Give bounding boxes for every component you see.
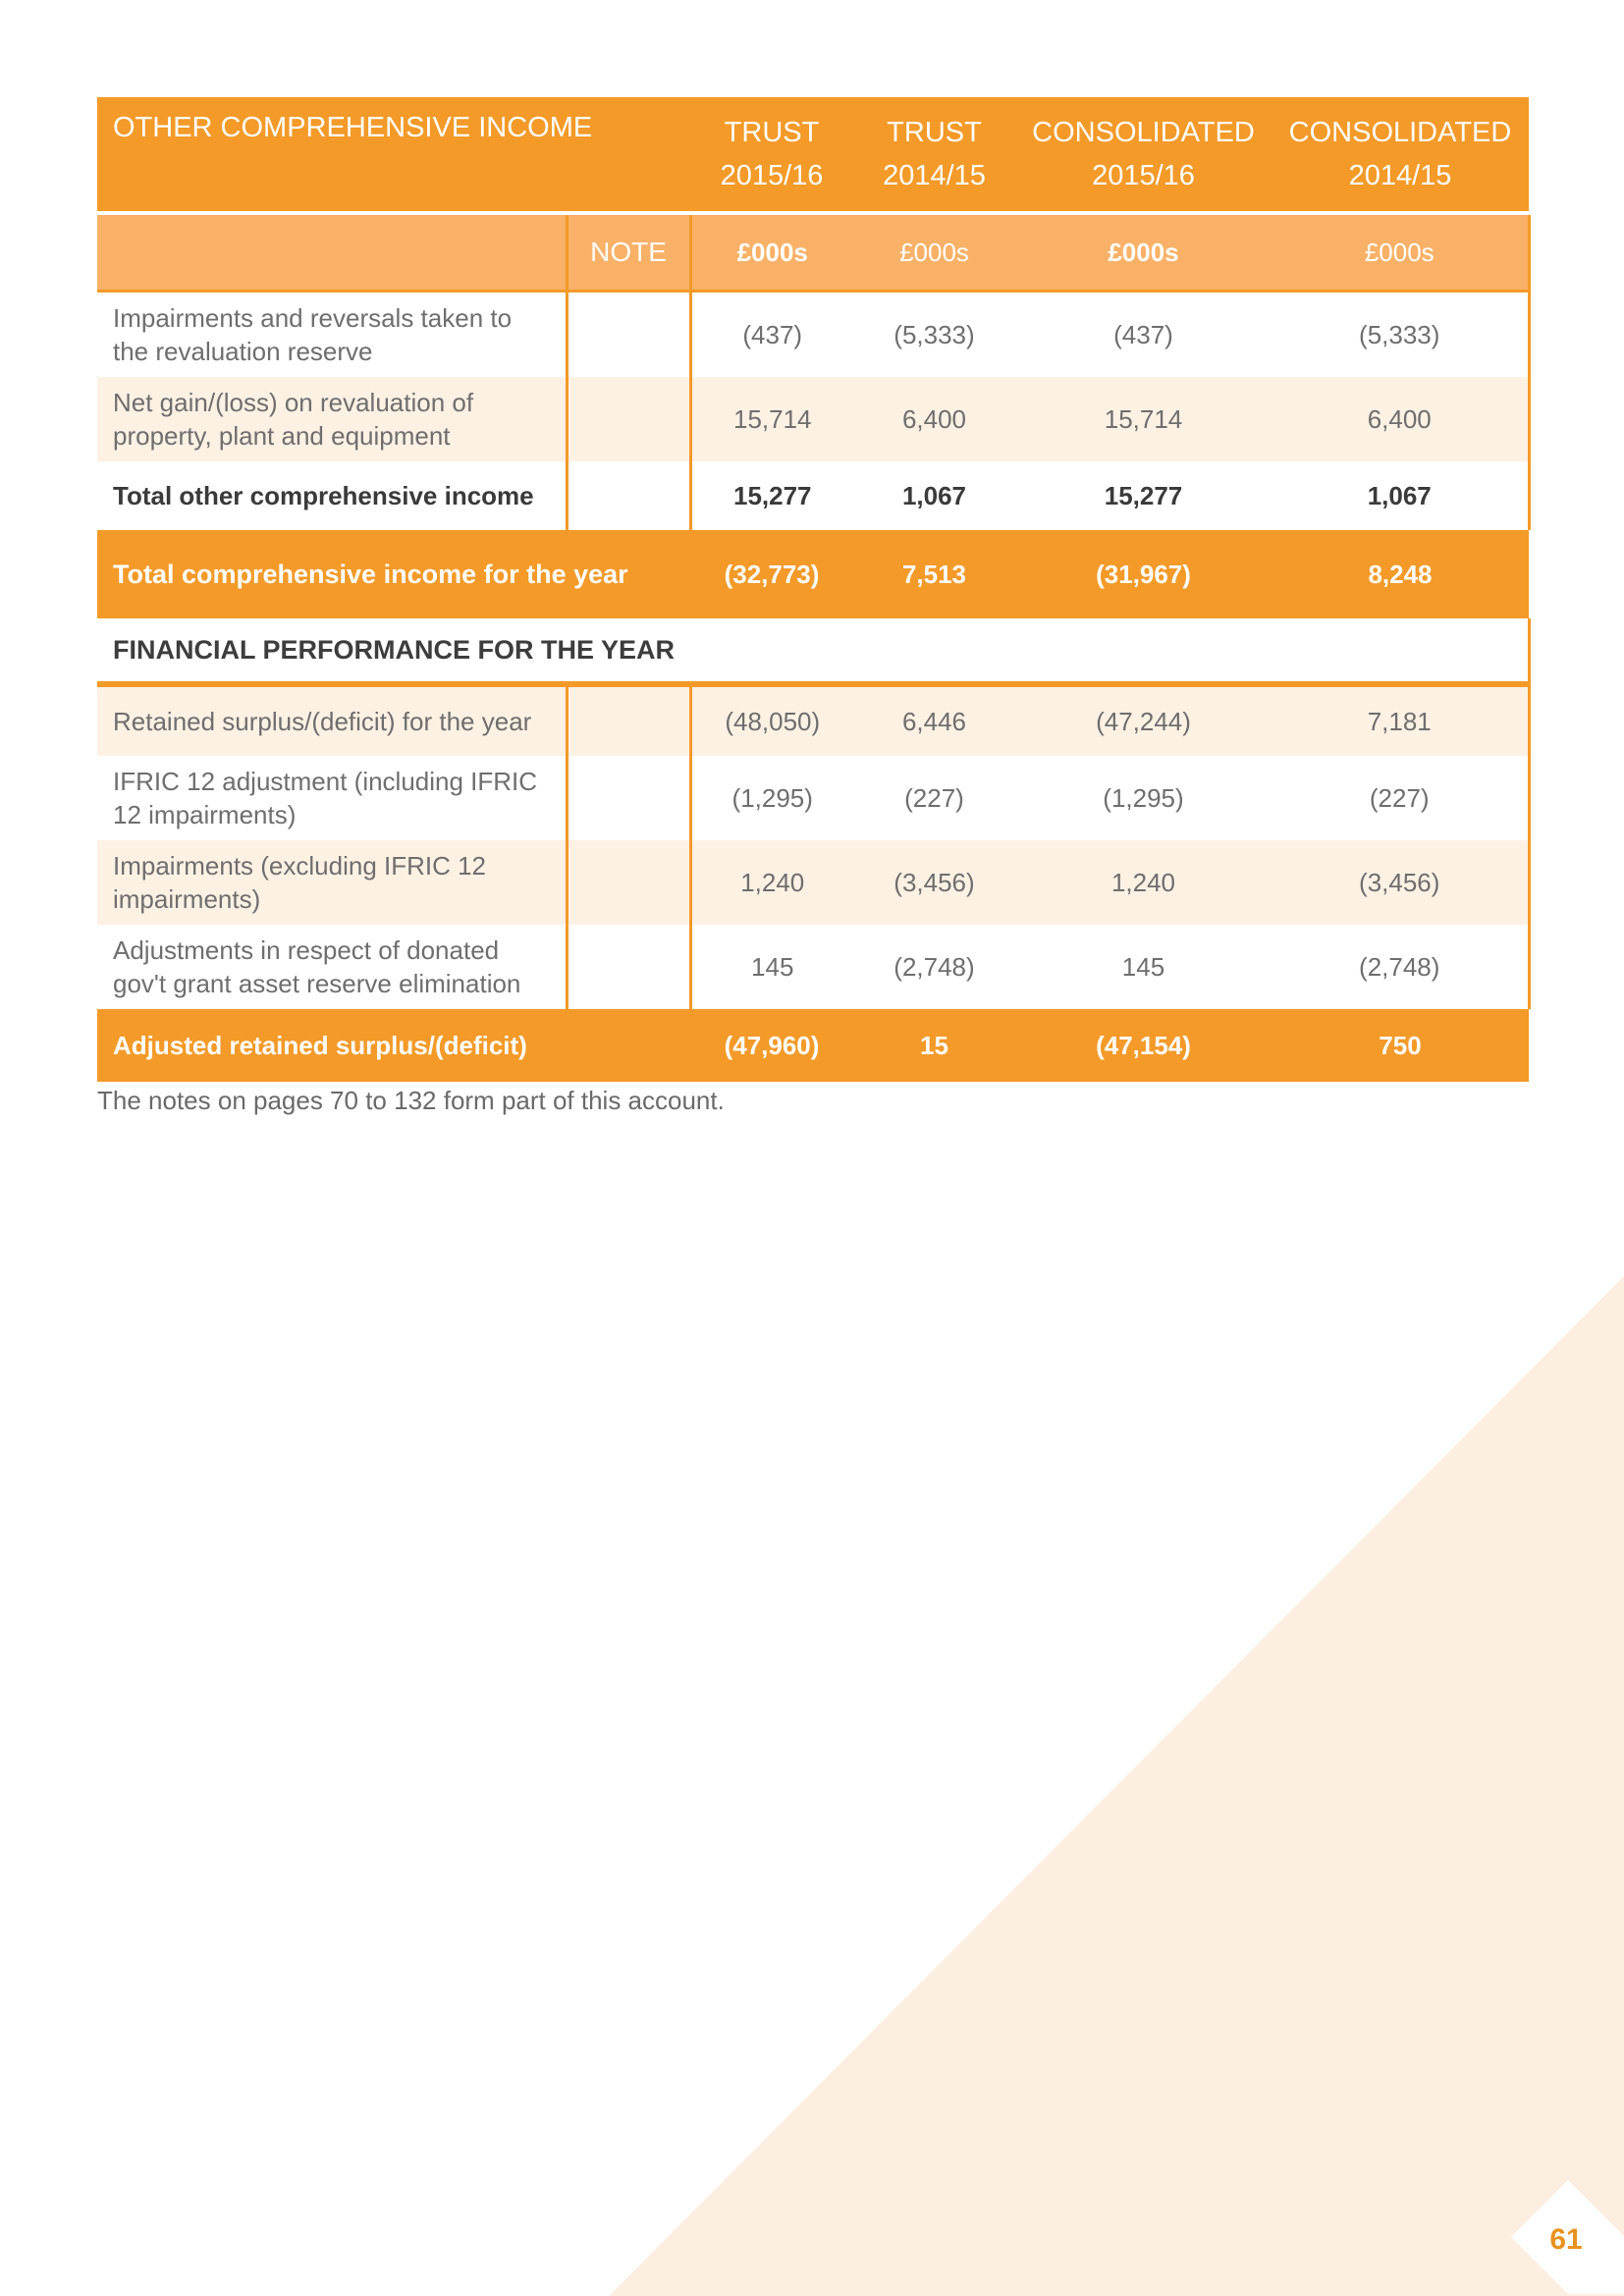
cell-value: 15,277: [690, 461, 853, 530]
note-cell: [567, 461, 690, 530]
financial-table: [97, 97, 1531, 1082]
col-header-consolidated-2014: CONSOLIDATED 2014/15: [1272, 97, 1529, 213]
cell-value: (47,154): [1015, 1009, 1272, 1082]
cell-value: 7,181: [1272, 684, 1529, 756]
note-cell: [567, 925, 690, 1009]
unit-trust-2015: £000s: [690, 213, 853, 292]
cell-value: 15,277: [1015, 461, 1272, 530]
table-row: [97, 377, 1529, 461]
cell-value: 6,400: [853, 377, 1015, 461]
cell-value: (5,333): [853, 292, 1015, 378]
cell-value: (47,244): [1015, 684, 1272, 756]
units-label-cell: [97, 213, 567, 292]
unit-trust-2014: £000s: [853, 213, 1015, 292]
cell-value: 1,240: [1015, 840, 1272, 925]
cell-value: (1,295): [690, 756, 853, 840]
cell-value: (1,295): [1015, 756, 1272, 840]
cell-value: 145: [1015, 925, 1272, 1009]
cell-value: (437): [1015, 292, 1272, 378]
cell-value: 1,067: [853, 461, 1015, 530]
table-title: OTHER COMPREHENSIVE INCOME: [97, 97, 690, 213]
cell-value: (32,773): [690, 530, 853, 618]
unit-consolidated-2015: £000s: [1015, 213, 1272, 292]
row-label: Impairments and reversals taken to the revaluation reserve: [97, 292, 567, 378]
cell-value: 15: [853, 1009, 1015, 1082]
note-cell: [567, 292, 690, 378]
cell-value: 15,714: [1015, 377, 1272, 461]
note-cell: [567, 756, 690, 840]
cell-value: 6,400: [1272, 377, 1529, 461]
row-label: Total comprehensive income for the year: [97, 530, 690, 618]
cell-value: 1,240: [690, 840, 853, 925]
table-row: [97, 840, 1529, 925]
page-number: 61: [1549, 2223, 1583, 2256]
cell-value: (2,748): [1272, 925, 1529, 1009]
col-header-trust-2015: TRUST 2015/16: [690, 97, 853, 213]
table-row: [97, 292, 1529, 378]
adjusted-total-row: [97, 1009, 1529, 1082]
note-cell: [567, 684, 690, 756]
units-row: [97, 213, 1529, 292]
table-header-row: [97, 97, 1529, 213]
cell-value: 7,513: [853, 530, 1015, 618]
cell-value: (48,050): [690, 684, 853, 756]
section-title: FINANCIAL PERFORMANCE FOR THE YEAR: [97, 618, 1529, 684]
total-comprehensive-row: [97, 530, 1529, 618]
col-header-consolidated-2015: CONSOLIDATED 2015/16: [1015, 97, 1272, 213]
cell-value: (437): [690, 292, 853, 378]
row-label: Impairments (excluding IFRIC 12 impairments): [97, 840, 567, 925]
cell-value: (31,967): [1015, 530, 1272, 618]
table-row: [97, 925, 1529, 1009]
unit-consolidated-2014: £000s: [1272, 213, 1529, 292]
total-oci-row: [97, 461, 1529, 530]
cell-value: (3,456): [1272, 840, 1529, 925]
table-row: [97, 684, 1529, 756]
cell-value: 15,714: [690, 377, 853, 461]
footnote: The notes on pages 70 to 132 form part of this account.: [97, 1086, 725, 1115]
cell-value: 6,446: [853, 684, 1015, 756]
row-label: Retained surplus/(deficit) for the year: [97, 684, 567, 756]
cell-value: (3,456): [853, 840, 1015, 925]
cell-value: 1,067: [1272, 461, 1529, 530]
table-row: [97, 756, 1529, 840]
cell-value: (47,960): [690, 1009, 853, 1082]
cell-value: (2,748): [853, 925, 1015, 1009]
cell-value: (227): [1272, 756, 1529, 840]
cell-value: 750: [1272, 1009, 1529, 1082]
row-label: Adjustments in respect of donated gov't grant asset reserve elimination: [97, 925, 567, 1009]
cell-value: (227): [853, 756, 1015, 840]
section-heading-row: [97, 618, 1529, 684]
row-label: Total other comprehensive income: [97, 461, 567, 530]
note-cell: [567, 377, 690, 461]
cell-value: (5,333): [1272, 292, 1529, 378]
cell-value: 8,248: [1272, 530, 1529, 618]
row-label: Net gain/(loss) on revaluation of property, plant and equipment: [97, 377, 567, 461]
cell-value: 145: [690, 925, 853, 1009]
note-cell: [567, 840, 690, 925]
col-header-trust-2014: TRUST 2014/15: [853, 97, 1015, 213]
note-header: NOTE: [567, 213, 690, 292]
row-label: Adjusted retained surplus/(deficit): [97, 1009, 690, 1082]
row-label: IFRIC 12 adjustment (including IFRIC 12 impairments): [97, 756, 567, 840]
